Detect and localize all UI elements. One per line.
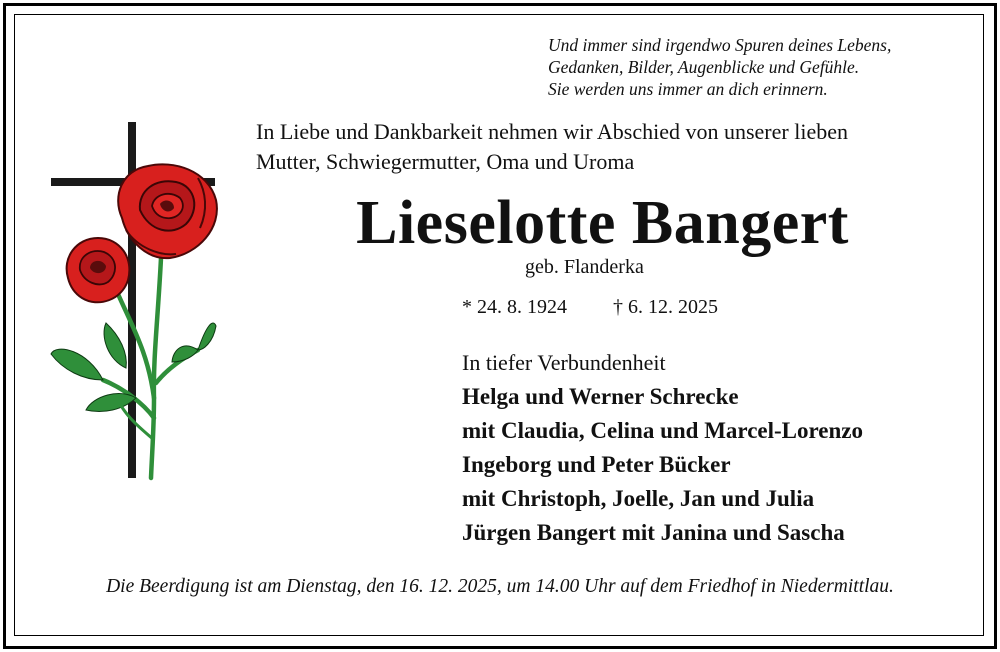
deceased-name: Lieselotte Bangert — [356, 189, 849, 257]
maiden-name: geb. Flanderka — [525, 256, 644, 278]
intro-line-1: In Liebe und Dankbarkeit nehmen wir Abschied von unserer lieben — [256, 119, 848, 144]
signoff-text: In tiefer Verbundenheit — [462, 350, 666, 375]
mourner-line: Jürgen Bangert mit Janina und Sascha — [462, 520, 845, 545]
motto-line: Sie werden uns immer an dich erinnern. — [548, 79, 828, 99]
mourners-list — [462, 380, 863, 550]
mourner-line: Ingeborg und Peter Bücker — [462, 452, 731, 477]
intro-line-2: Mutter, Schwiegermutter, Oma und Uroma — [256, 149, 635, 174]
mourner-line: Helga und Werner Schrecke — [462, 384, 739, 409]
motto-line: Und immer sind irgendwo Spuren deines Lebens, — [548, 35, 892, 55]
funeral-notice: Die Beerdigung ist am Dienstag, den 16. 12. 2025, um 14.00 Uhr auf dem Friedhof in Niedermittlau. — [106, 576, 894, 597]
birth-date: * 24. 8. 1924 — [462, 296, 567, 318]
cross-and-roses-emblem — [48, 118, 220, 482]
mourner-line: mit Christoph, Joelle, Jan und Julia — [462, 486, 815, 511]
intro-text — [256, 117, 848, 177]
motto-line: Gedanken, Bilder, Augenblicke und Gefühle. — [548, 57, 860, 77]
motto-verse — [548, 34, 891, 100]
mourner-line: mit Claudia, Celina und Marcel-Lorenzo — [462, 418, 864, 443]
death-date: † 6. 12. 2025 — [613, 296, 718, 318]
life-dates — [462, 296, 718, 319]
